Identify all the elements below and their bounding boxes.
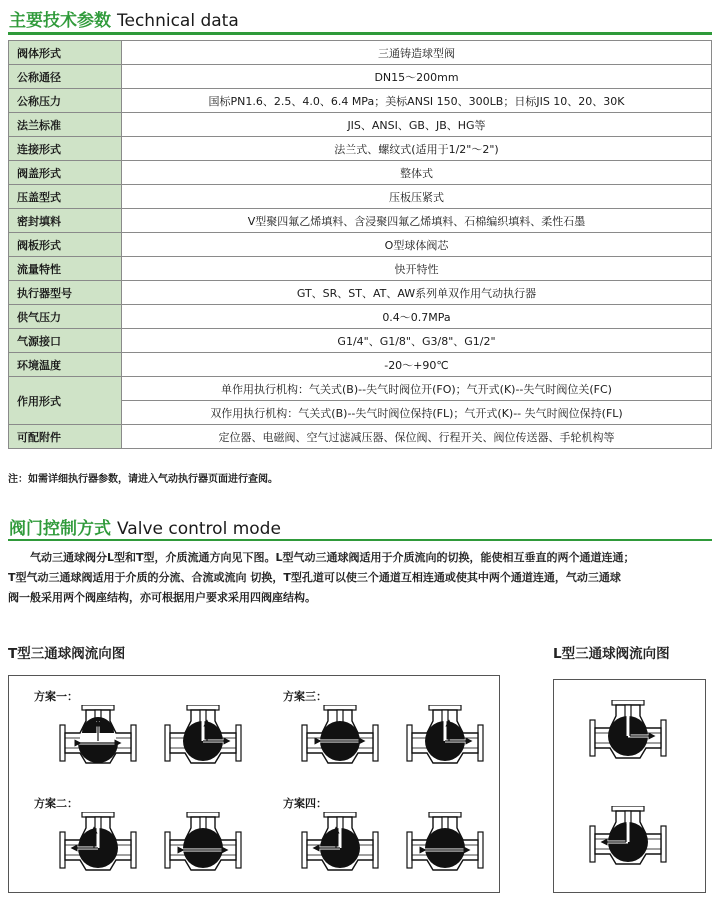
paragraph-line: 气动三通球阀分L型和T型，介质流通方向见下图。L型气动三通球阀适用于介质流向的切换，能使相互垂直的两个通道连通； xyxy=(8,551,635,564)
spec-row xyxy=(9,257,712,281)
spec-value: 整体式 xyxy=(122,161,712,185)
table-note: 注：如需详细执行器参数，请进入气动执行器页面进行查阅。 xyxy=(8,474,278,485)
spec-row xyxy=(9,41,712,65)
l-diagram-title: L型三通球阀流向图 xyxy=(553,646,670,662)
section-title-zh: 阀门控制方式 xyxy=(9,519,111,539)
spec-value: -20～+90℃ xyxy=(122,353,712,377)
spec-value: JIS、ANSI、GB、JB、HG等 xyxy=(122,113,712,137)
spec-value: 法兰式、螺纹式(适用于1/2"～2") xyxy=(122,137,712,161)
spec-key: 阀盖形式 xyxy=(9,161,122,185)
spec-value-single: 单作用执行机构：气关式(B)--失气时阀位开(FO)；气开式(K)--失气时阀位关(FC) xyxy=(122,377,712,401)
section-title-en: Technical data xyxy=(117,11,239,31)
spec-row xyxy=(9,209,712,233)
section-title-en: Valve control mode xyxy=(117,519,281,539)
spec-value: GT、SR、ST、AT、AW系列单双作用气动执行器 xyxy=(122,281,712,305)
spec-value: 0.4～0.7MPa xyxy=(122,305,712,329)
spec-row xyxy=(9,305,712,329)
spec-key: 连接形式 xyxy=(9,137,122,161)
spec-key: 阀板形式 xyxy=(9,233,122,257)
l-valve-b xyxy=(588,806,668,870)
plan-label-4: 方案四： xyxy=(283,797,327,810)
spec-table xyxy=(8,40,712,449)
section-divider xyxy=(8,32,712,35)
spec-key: 作用形式 xyxy=(9,377,122,425)
spec-row xyxy=(9,329,712,353)
spec-value: 国标PN1.6、2.5、4.0、6.4 MPa；美标ANSI 150、300LB；日标JIS 10、20、30K xyxy=(122,89,712,113)
spec-key: 供气压力 xyxy=(9,305,122,329)
t-valve-plan3-b xyxy=(405,705,485,769)
plan-label-1: 方案一： xyxy=(34,690,78,703)
spec-value-double: 双作用执行机构：气关式(B)--失气时阀位保持(FL)；气开式(K)-- 失气时阀位保持(FL) xyxy=(122,401,712,425)
spec-key: 密封填料 xyxy=(9,209,122,233)
spec-value: 三通铸造球型阀 xyxy=(122,41,712,65)
description-paragraph xyxy=(8,548,716,608)
spec-key: 法兰标准 xyxy=(9,113,122,137)
spec-row-action xyxy=(9,377,712,401)
spec-row xyxy=(9,353,712,377)
spec-key: 流量特性 xyxy=(9,257,122,281)
t-valve-plan2-b xyxy=(163,812,243,876)
t-diagram-title: T型三通球阀流向图 xyxy=(8,646,126,662)
spec-value: 定位器、电磁阀、空气过滤减压器、保位阀、行程开关、阀位传送器、手轮机构等 xyxy=(122,425,712,449)
paragraph-line: T型气动三通球阀适用于介质的分流、合流或流向 切换，T型孔道可以使三个通道互相连通或使其中两个通道连通，气动三通球 xyxy=(8,571,621,584)
t-valve-plan1-a xyxy=(58,705,138,769)
l-valve-a xyxy=(588,700,668,764)
spec-value: DN15～200mm xyxy=(122,65,712,89)
spec-value: O型球体阀芯 xyxy=(122,233,712,257)
section-title-control xyxy=(9,514,281,539)
section-title-zh: 主要技术参数 xyxy=(9,11,111,31)
spec-row xyxy=(9,161,712,185)
spec-key: 可配附件 xyxy=(9,425,122,449)
spec-row xyxy=(9,65,712,89)
spec-key: 执行器型号 xyxy=(9,281,122,305)
t-valve-plan2-a xyxy=(58,812,138,876)
spec-row xyxy=(9,137,712,161)
spec-value: 压板压紧式 xyxy=(122,185,712,209)
t-valve-plan3-a xyxy=(300,705,380,769)
spec-row xyxy=(9,89,712,113)
spec-key: 气源接口 xyxy=(9,329,122,353)
t-valve-plan4-b xyxy=(405,812,485,876)
spec-row xyxy=(9,113,712,137)
section-divider xyxy=(8,539,712,541)
spec-row xyxy=(9,425,712,449)
t-valve-plan1-b xyxy=(163,705,243,769)
t-valve-plan4-a xyxy=(300,812,380,876)
section-title-technical xyxy=(9,6,239,31)
spec-key: 压盖型式 xyxy=(9,185,122,209)
spec-key: 阀体形式 xyxy=(9,41,122,65)
spec-key: 环境温度 xyxy=(9,353,122,377)
plan-label-2: 方案二： xyxy=(34,797,78,810)
spec-row xyxy=(9,185,712,209)
spec-value: V型聚四氟乙烯填料、含浸聚四氟乙烯填料、石棉编织填料、柔性石墨 xyxy=(122,209,712,233)
spec-value: 快开特性 xyxy=(122,257,712,281)
paragraph-line: 阀一般采用两个阀座结构，亦可根据用户要求采用四阀座结构。 xyxy=(8,591,316,604)
spec-value: G1/4"、G1/8"、G3/8"、G1/2" xyxy=(122,329,712,353)
spec-row xyxy=(9,281,712,305)
spec-row xyxy=(9,233,712,257)
spec-key: 公称压力 xyxy=(9,89,122,113)
spec-key: 公称通径 xyxy=(9,65,122,89)
plan-label-3: 方案三： xyxy=(283,690,327,703)
